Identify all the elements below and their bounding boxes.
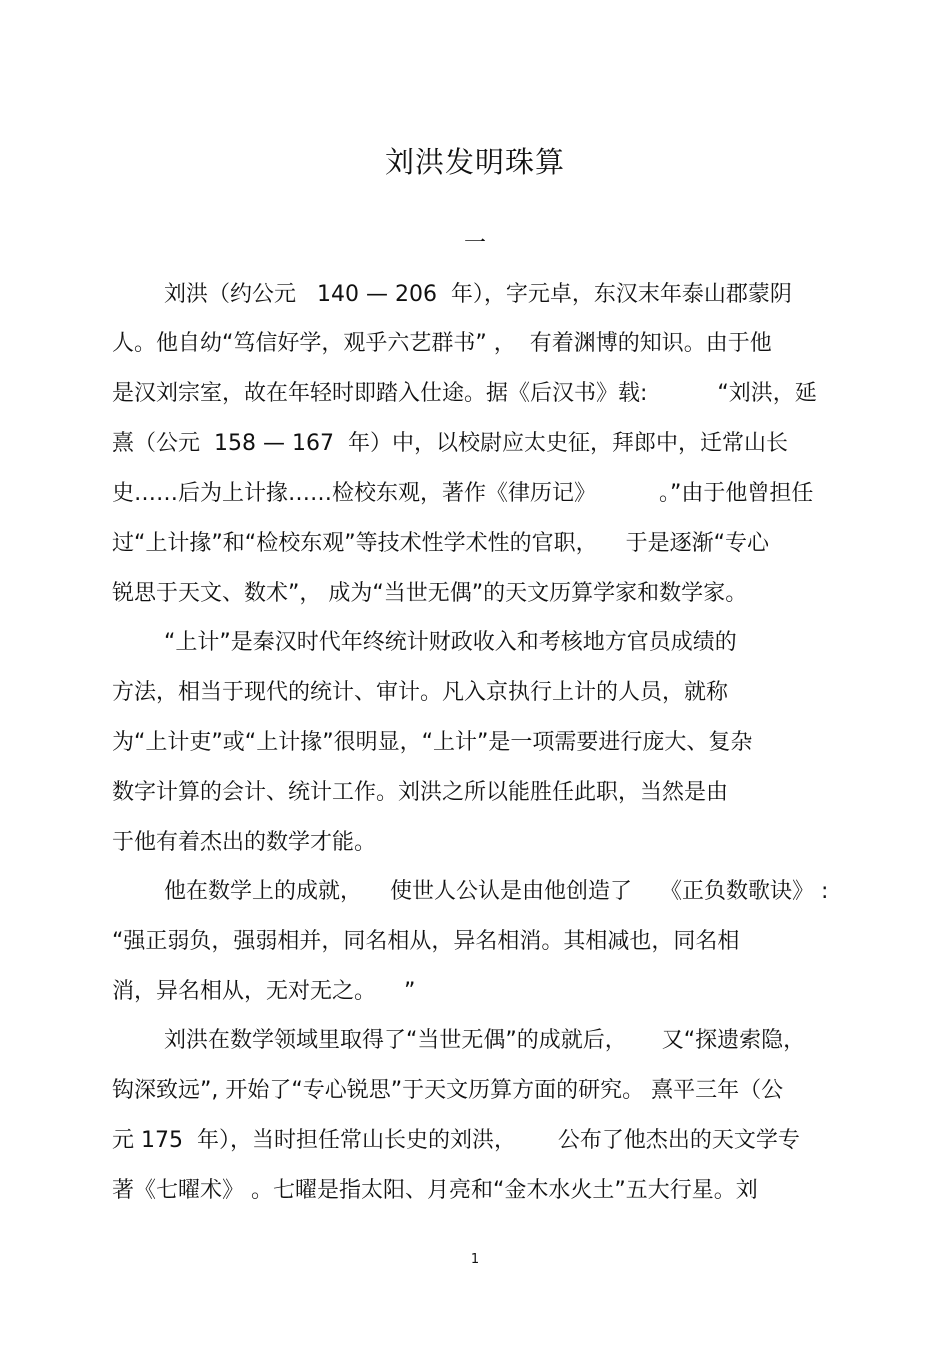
text-line: 过“上计掾”和“检校东观”等技术性学术性的官职， 于是逐渐“专心 <box>112 531 769 556</box>
text-line: 数字计算的会计、统计工作。刘洪之所以能胜任此职，当然是由 <box>112 780 729 805</box>
text-line: “上计”是秦汉时代年终统计财政收入和考核地方官员成绩的 <box>164 630 737 655</box>
text-line: 熹（公元 158 — 167 年）中，以校尉应太史征，拜郎中，迁常山长 <box>112 431 788 456</box>
page-number: 1 <box>470 1252 480 1267</box>
text-line: 史……后为上计掾……检校东观，著作《律历记》 。”由于他曾担任 <box>112 481 814 506</box>
text-line: 著《七曜术》 。七曜是指太阳、月亮和“金木水火土”五大行星。刘 <box>112 1178 758 1203</box>
text-line: 元 175 年），当时担任常山长史的刘洪， 公布了他杰出的天文学专 <box>112 1128 800 1153</box>
text-line: 刘洪（约公元 140 — 206 年），字元卓，东汉末年泰山郡蒙阴 <box>164 282 792 307</box>
text-line: “强正弱负，强弱相并，同名相从，异名相消。其相减也，同名相 <box>112 929 740 954</box>
text-line: 刘洪在数学领域里取得了“当世无偶”的成就后， 又“探遗索隐， <box>164 1028 806 1053</box>
text-line: 方法，相当于现代的统计、审计。凡入京执行上计的人员，就称 <box>112 680 729 705</box>
text-line: 锐思于天文、数术”， 成为“当世无偶”的天文历算学家和数学家。 <box>112 581 748 606</box>
text-line: 是汉刘宗室，故在年轻时即踏入仕途。据《后汉书》载: “刘洪，延 <box>112 381 817 406</box>
text-line: 钩深致远”, 开始了“专心锐思”于天文历算方面的研究。 熹平三年（公 <box>112 1078 784 1103</box>
page-title: 刘洪发明珠算 <box>384 145 565 179</box>
text-line: 消，异名相从，无对无之。 ” <box>112 979 416 1004</box>
text-line: 他在数学上的成就， 使世人公认是由他创造了 《正负数歌诀》 : <box>164 879 829 904</box>
text-line: 于他有着杰出的数学才能。 <box>112 830 377 855</box>
text-line: 人。他自幼“笃信好学，观乎六艺群书” ， 有着渊博的知识。由于他 <box>112 331 772 356</box>
text-line: 为“上计吏”或“上计掾”很明显，“上计”是一项需要进行庞大、复杂 <box>112 730 753 755</box>
section-number: 一 <box>463 231 486 256</box>
